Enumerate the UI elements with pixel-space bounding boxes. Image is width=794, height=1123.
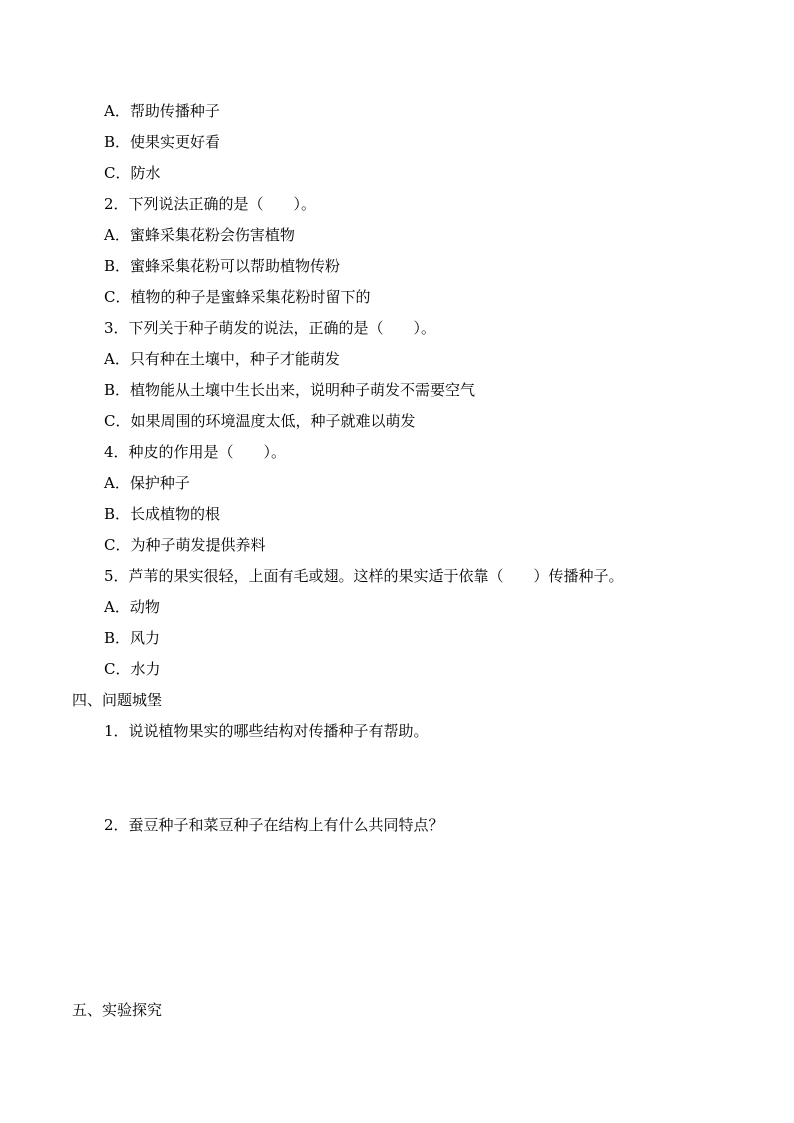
section4-question-2: 2．蚕豆种子和菜豆种子在结构上有什么共同特点？ xyxy=(104,816,444,834)
q2-option-b: B．蜜蜂采集花粉可以帮助植物传粉 xyxy=(104,257,341,275)
q1-option-c: C．防水 xyxy=(104,164,161,182)
q2-stem: 2．下列说法正确的是（ ）。 xyxy=(104,195,317,213)
q2-option-a: A．蜜蜂采集花粉会伤害植物 xyxy=(104,226,295,244)
q4-option-b: B．长成植物的根 xyxy=(104,505,221,523)
section4-heading: 四、问题城堡 xyxy=(72,691,163,709)
q4-option-a: A．保护种子 xyxy=(104,474,190,492)
q4-stem: 4．种皮的作用是（ ）。 xyxy=(104,443,287,461)
q5-option-c: C．水力 xyxy=(104,660,161,678)
section4-question-1: 1．说说植物果实的哪些结构对传播种子有帮助。 xyxy=(104,722,429,740)
q5-option-a: A．动物 xyxy=(104,598,160,616)
q1-option-b: B．使果实更好看 xyxy=(104,133,221,151)
q5-option-b: B．风力 xyxy=(104,629,161,647)
q3-option-a: A．只有种在土壤中，种子才能萌发 xyxy=(104,350,340,368)
q1-option-a: A．帮助传播种子 xyxy=(104,102,220,120)
q2-option-c: C．植物的种子是蜜蜂采集花粉时留下的 xyxy=(104,288,371,306)
section5-heading: 五、实验探究 xyxy=(72,1001,163,1019)
q4-option-c: C．为种子萌发提供养料 xyxy=(104,536,266,554)
q3-option-b: B．植物能从土壤中生长出来，说明种子萌发不需要空气 xyxy=(104,381,476,399)
q3-option-c: C．如果周围的环境温度太低，种子就难以萌发 xyxy=(104,412,416,430)
q5-stem: 5．芦苇的果实很轻，上面有毛或翅。这样的果实适于依靠（ ）传播种子。 xyxy=(104,567,624,585)
q3-stem: 3．下列关于种子萌发的说法，正确的是（ ）。 xyxy=(104,319,437,337)
